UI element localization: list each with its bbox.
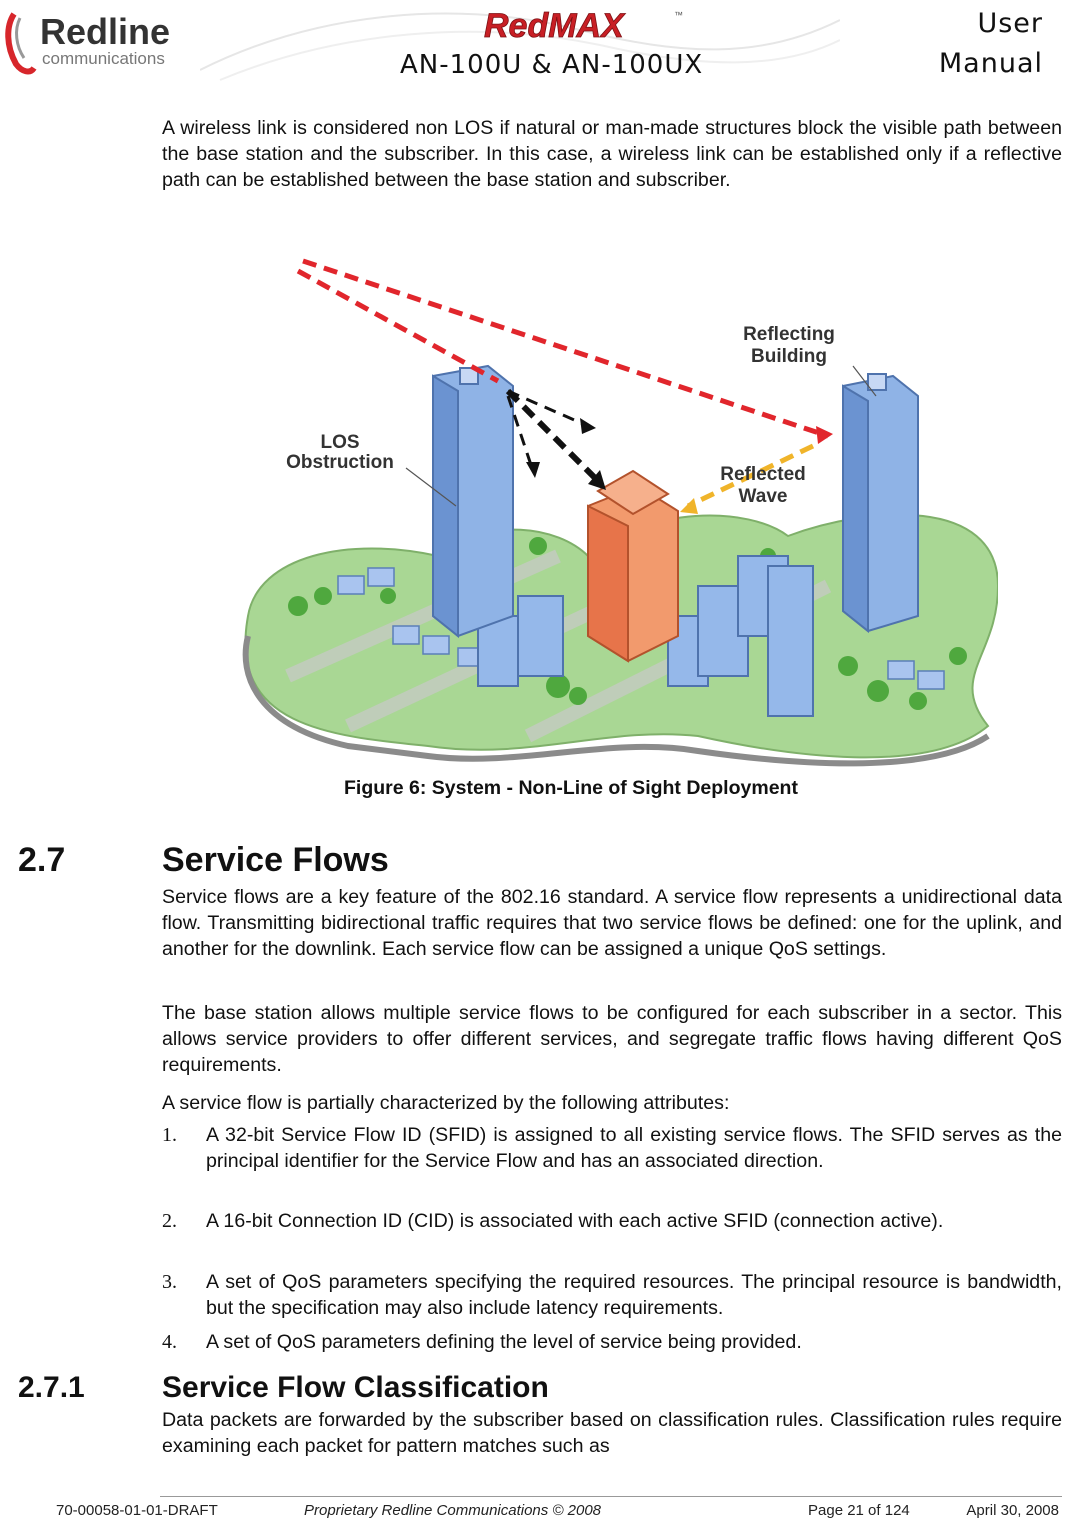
footer-divider [160,1496,1062,1497]
footer-doc-number: 70-00058-01-01-DRAFT [56,1502,218,1519]
section-number: 2.7 [18,841,66,879]
service-flows-paragraph-2: The base station allows multiple service flows to be configured for each subscriber in a sector. This allows service providers to offer different services, and segregate traffic flows having different QoS requirements. [162,1002,1062,1076]
list-item-text: A set of QoS parameters specifying the required resources. The principal resource is bandwidth, but the specification may also include latency requirements. [206,1271,1062,1319]
reflecting-building-label-1: Reflecting [743,324,835,345]
attribute-list-item [162,1329,1062,1355]
service-flows-paragraph-3: A service flow is partially characterized by the following attributes: [162,1092,730,1114]
header-doc-type [939,4,1043,84]
redmax-tm: ™ [674,10,683,20]
section-title: Service Flows [162,841,389,879]
list-item-text: A 32-bit Service Flow ID (SFID) is assigned to all existing service flows. The SFID serves as the principal identifier for the Service Flow and has an associated direction. [206,1124,1062,1172]
intro-paragraph: A wireless link is considered non LOS if natural or man-made structures block the visible path between the base station and the subscriber. In this case, a wireless link can be established only if a reflective path can be established between the base station and subscriber. [162,117,1062,191]
attribute-list-item [162,1208,1062,1234]
section-title: Service Flow Classification [162,1371,549,1404]
footer-proprietary: Proprietary Redline Communications © 2008 [304,1502,602,1519]
redmax-logo [478,4,690,44]
reflecting-building-tower [843,374,918,631]
section-number: 2.7.1 [18,1371,85,1404]
header-doc-type-line2: Manual [938,48,1043,79]
reflecting-building-label-2: Building [751,346,827,367]
list-item-number: 2. [162,1210,177,1232]
footer-date: April 30, 2008 [966,1502,1059,1519]
list-item-number: 4. [162,1331,177,1353]
service-flows-paragraph-1: Service flows are a key feature of the 802.16 standard. A service flow represents a unidirectional data flow. Transmitting bidirectional traffic requires that two service flows be defined: one for the uplink, and another for the downlink. Each service flow can be assigned a unique QoS settings. [162,886,1062,960]
los-obstruction-label-1: LOS [320,432,360,453]
list-item-text: A 16-bit Connection ID (CID) is associated with each active SFID (connection active). [206,1210,944,1232]
section-heading-2-7-1 [18,1371,549,1405]
list-item-number: 1. [162,1124,177,1146]
list-item-text: A set of QoS parameters defining the level of service being provided. [206,1331,802,1353]
redline-logo [4,6,209,76]
classification-paragraph: Data packets are forwarded by the subscriber based on classification rules. Classification rules require examining each packet for pattern matches such as [162,1409,1062,1457]
figure-caption: Figure 6: System - Non-Line of Sight Deployment [344,777,798,799]
section-heading-2-7 [18,841,389,880]
reflected-wave-label-2: Wave [738,486,788,507]
redline-subtext: communications [42,49,165,68]
attribute-list-item [162,1122,1062,1174]
los-obstruction-tower [433,366,513,636]
redline-wordmark: Redline [40,11,171,52]
footer-page-number: Page 21 of 124 [808,1502,910,1519]
non-los-deployment-figure [228,256,998,768]
attribute-list-item [162,1269,1062,1321]
los-obstruction-label-2: Obstruction [286,452,394,473]
reflected-wave-label-1: Reflected [720,464,806,485]
list-item-number: 3. [162,1271,177,1293]
redmax-wordmark: RedMAX [484,7,624,44]
subscriber-building [588,471,678,661]
redline-swirl-icon [4,6,209,76]
header-product-title: AN-100U & AN-100UX [400,50,704,80]
header-doc-type-line1: User [977,8,1043,39]
